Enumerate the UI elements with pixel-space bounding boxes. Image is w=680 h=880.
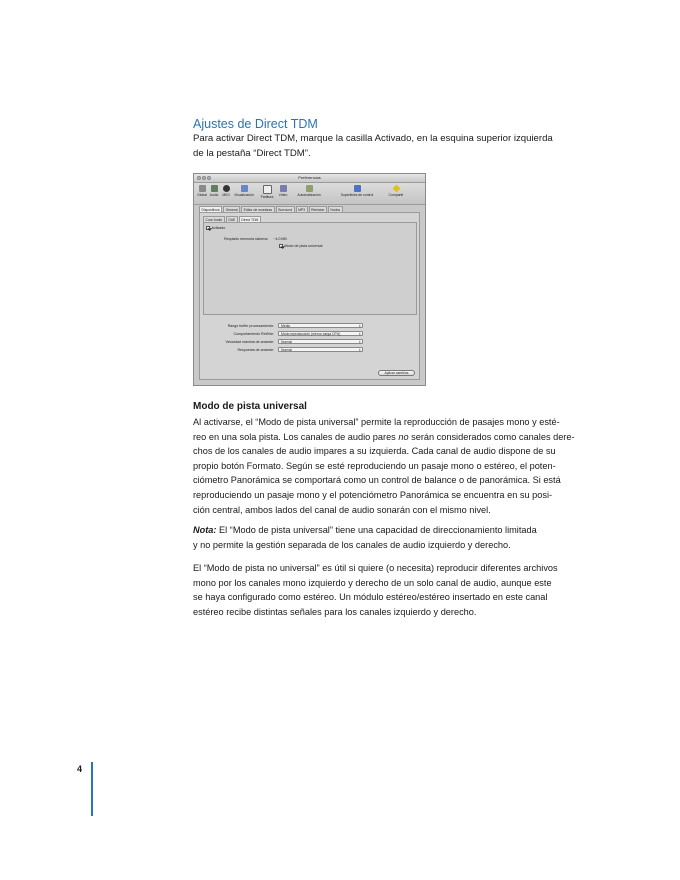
text-line: ciómetro Panorámica se comportará como un control de balance o de panorámica. Si está — [193, 475, 561, 486]
universal-track-checkbox[interactable] — [279, 244, 283, 248]
subtab-direct-tdm[interactable]: Direct TDM — [239, 216, 261, 222]
enabled-checkbox[interactable] — [206, 226, 210, 230]
toolbar-item-video[interactable]: Vídeo — [277, 185, 289, 197]
text-line: propio botón Formato. Según se esté reproduciendo un pasaje mono o estéreo, el poten- — [193, 460, 556, 471]
text-line: Nota: El “Modo de pista universal” tiene una capacidad de direccionamiento limitada — [193, 525, 537, 535]
text-line: ción central, ambos lados del canal de audio sonarán con el mismo nivel. — [193, 504, 491, 515]
field-label: Rango buffer procesamiento: — [227, 324, 274, 328]
display-icon — [241, 185, 248, 192]
text-line: mono por los canales mono izquierdo y derecho de un solo canal de audio, aunque este — [193, 577, 552, 588]
chevron-updown-icon: ⇕ — [358, 332, 361, 336]
enabled-checkbox-row[interactable] — [206, 226, 225, 230]
global-icon — [199, 185, 206, 192]
scrub-response-popup[interactable]: Normal ⇕ — [278, 347, 363, 352]
toolbar-item-global[interactable]: Global — [197, 185, 207, 197]
text-line: y no permite la gestión separada de los canales de audio izquierdo y derecho. — [193, 539, 511, 550]
chevron-updown-icon: ⇕ — [358, 324, 361, 328]
tab-editor-muestras[interactable]: Editor de muestras — [241, 206, 274, 212]
score-icon — [263, 185, 272, 194]
buffer-range-popup[interactable]: Medio ⇕ — [278, 323, 363, 328]
control-surfaces-icon — [354, 185, 361, 192]
text-line: Al activarse, el “Modo de pista universal” permite la reproducción de pasajes mono y esté- — [193, 417, 560, 427]
text-line: estéreo recibe distintas señales para los canales izquierdo y derecho. — [193, 606, 477, 617]
note-paragraph — [193, 523, 603, 552]
subsection-heading: Modo de pista universal — [193, 401, 307, 412]
audio-icon — [211, 185, 218, 192]
memory-value: ~4.0 MB — [273, 237, 287, 241]
toolbar — [194, 183, 425, 205]
toolbar-item-partitura[interactable]: Partitura — [258, 185, 276, 199]
note-label: Nota: — [193, 525, 217, 535]
window-title: Preferencias — [298, 175, 321, 180]
tab-dispositivos[interactable]: Dispositivos — [199, 206, 222, 212]
share-icon — [392, 185, 400, 193]
toolbar-item-midi[interactable]: MIDI — [221, 185, 231, 197]
video-icon — [280, 185, 287, 192]
tab-surround[interactable]: Surround — [276, 206, 295, 212]
intro-line: Para activar Direct TDM, marque la casilla Activado, en la esquina superior izquierda — [193, 133, 553, 144]
toolbar-item-superficies[interactable]: Superficies de control — [328, 185, 386, 197]
paragraph-universal-mode — [193, 415, 603, 517]
chevron-updown-icon: ⇕ — [358, 340, 361, 344]
rewire-behavior-popup[interactable]: Modo reproducción (menor carga CPU) ⇕ — [278, 331, 363, 336]
apply-changes-button[interactable]: Aplicar cambios — [378, 370, 415, 376]
tab-nodos[interactable]: Nodos — [328, 206, 343, 212]
text-line: se haya configurado como estéreo. Un módulo estéreo/estéreo insertado en este canal — [193, 592, 548, 603]
subtab-core-audio[interactable]: Core Audio — [203, 216, 225, 222]
field-label: Velocidad máxima de arrastre: — [225, 340, 274, 344]
intro-line: de la pestaña “Direct TDM”. — [193, 148, 311, 159]
preferences-screenshot — [193, 173, 426, 386]
tab-mp3[interactable]: MP3 — [296, 206, 308, 212]
section-heading-direct-tdm: Ajustes de Direct TDM — [193, 117, 318, 131]
field-label: Comportamiento ReWire: — [233, 332, 274, 336]
universal-track-row[interactable] — [279, 244, 322, 248]
toolbar-item-audio[interactable]: Audio — [208, 185, 220, 197]
field-label: Respuesta de arrastre: — [237, 348, 274, 352]
chevron-updown-icon: ⇕ — [358, 348, 361, 352]
automation-icon — [306, 185, 313, 192]
universal-track-label: Modo de pista universal — [284, 244, 323, 248]
text-line: chos de los canales de audio impares a su izquierda. Cada canal de audio dispone de su — [193, 446, 556, 457]
text-line: reproduciendo un pasaje mono y el potenciómetro Panorámica se encuentra en su posi- — [193, 489, 553, 500]
toolbar-item-compartir[interactable]: Compartir — [385, 185, 407, 197]
paragraph-non-universal-mode — [193, 561, 603, 619]
subtab-dae[interactable]: DAE — [226, 216, 238, 222]
toolbar-item-visualizacion[interactable]: Visualización — [232, 185, 256, 197]
window-titlebar — [194, 174, 425, 183]
page-margin-rule — [91, 762, 93, 816]
scrub-speed-popup[interactable]: Normal ⇕ — [278, 339, 363, 344]
direct-tdm-panel — [203, 222, 417, 315]
page-number: 4 — [77, 764, 83, 774]
text-line: El “Modo de pista no universal” es útil si quiere (o necesita) reproducir diferentes archivos — [193, 563, 558, 573]
memory-requirement — [224, 237, 287, 241]
toolbar-item-automatizacion[interactable]: Automatización — [290, 185, 328, 197]
memory-label: Requisito memoria sistema: — [224, 237, 269, 241]
intro-paragraph — [193, 131, 603, 161]
text-line: reo en una sola pista. Los canales de audio pares no serán considerados como canales dere- — [193, 431, 575, 442]
tab-reiniciar[interactable]: Reiniciar — [309, 206, 327, 212]
enabled-label: Activado — [211, 226, 226, 230]
tab-general[interactable]: General — [223, 206, 240, 212]
midi-icon — [223, 185, 230, 192]
